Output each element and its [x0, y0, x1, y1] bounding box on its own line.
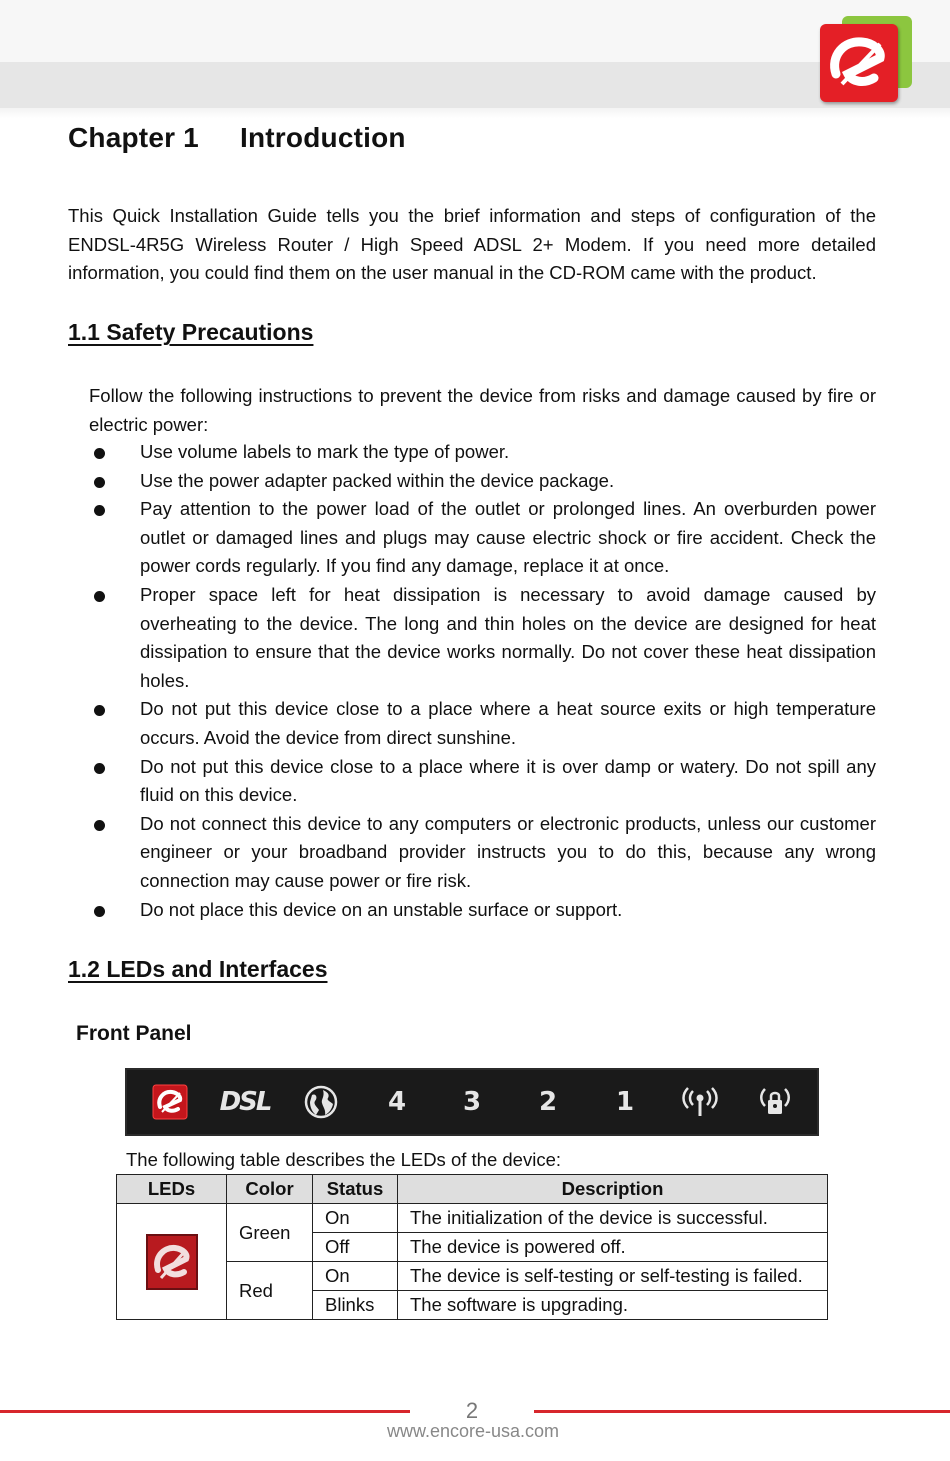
safety-list	[89, 438, 876, 924]
front-panel-title: Front Panel	[76, 1022, 192, 1045]
website-link[interactable]: www.encore-usa.com	[386, 1421, 560, 1441]
color-cell-green: Green	[227, 1204, 313, 1262]
led-table	[116, 1174, 828, 1320]
list-item	[89, 495, 876, 581]
lan1-led-label: 1	[615, 1087, 635, 1117]
list-item-text: Do not put this device close to a place where a heat source exits or high temperature occurs. Avoid the device from direct sunshine.	[140, 698, 876, 748]
bullet-icon	[94, 906, 105, 917]
lan3-led-label: 3	[462, 1087, 482, 1117]
front-panel-image	[125, 1068, 819, 1136]
list-item-text: Pay attention to the power load of the outlet or prolonged lines. An overburden power outlet or damaged lines and plugs may cause electric shock or fire accident. Check the power cords regularly. If you find any damage, replace it at once.	[140, 498, 876, 577]
section-safety-title: 1.1 Safety Precautions	[68, 319, 314, 345]
table-row	[117, 1204, 828, 1233]
wps-lock-icon	[755, 1068, 795, 1136]
encore-logo	[818, 14, 918, 106]
list-item-text: Do not place this device on an unstable surface or support.	[140, 898, 623, 920]
list-item	[89, 810, 876, 896]
logo-red-tile	[820, 24, 898, 102]
led-icon-cell	[117, 1204, 227, 1320]
color-cell-red: Red	[227, 1262, 313, 1320]
header-description: Description	[398, 1175, 828, 1204]
lan4-led-label: 4	[387, 1087, 407, 1117]
header-leds: LEDs	[117, 1175, 227, 1204]
list-item-text: Use volume labels to mark the type of power.	[140, 441, 510, 462]
footer-divider-right	[534, 1410, 950, 1413]
intro-paragraph: This Quick Installation Guide tells you the brief information and steps of configuration of the ENDSL-4R5G Wireless Router / High Speed ADSL 2+ Modem. If you need more detailed information, you could find them on the user manual in the CD-ROM came with the product.	[68, 205, 876, 284]
list-item	[89, 467, 876, 496]
section-leds-title: 1.2 LEDs and Interfaces	[68, 956, 328, 982]
status-cell: Blinks	[313, 1291, 398, 1320]
page-header	[0, 0, 950, 118]
bullet-icon	[94, 505, 105, 516]
bullet-icon	[94, 763, 105, 774]
bullet-icon	[94, 477, 105, 488]
list-item-text: Do not connect this device to any computers or electronic products, unless our customer engineer or your broadband provider instructs you to do this, because any wrong connection may cause power or fire risk.	[140, 812, 876, 891]
table-header-row	[117, 1175, 828, 1204]
status-cell: Off	[313, 1233, 398, 1262]
description-cell: The initialization of the device is successful.	[398, 1204, 828, 1233]
list-item-text: Use the power adapter packed within the device package.	[140, 469, 615, 491]
description-cell: The device is powered off.	[398, 1233, 828, 1262]
chapter-title: Introduction	[240, 122, 406, 153]
safety-lead-paragraph: Follow the following instructions to prevent the device from risks and damage caused by fire or electric power:	[89, 385, 876, 435]
bullet-icon	[94, 705, 105, 716]
chapter-number: Chapter 1	[68, 122, 199, 153]
wireless-icon	[680, 1068, 720, 1136]
list-item	[89, 753, 876, 810]
list-item	[89, 695, 876, 752]
footer-divider-left	[0, 1410, 410, 1413]
page-number: 2	[465, 1398, 479, 1423]
list-item	[89, 438, 876, 467]
description-cell: The device is self-testing or self-testing is failed.	[398, 1262, 828, 1291]
table-caption: The following table describes the LEDs of the device:	[126, 1149, 561, 1170]
power-led-icon	[146, 1234, 198, 1290]
description-cell: The software is upgrading.	[398, 1291, 828, 1320]
bullet-icon	[94, 591, 105, 602]
list-item-text: Do not put this device close to a place where it is over damp or watery. Do not spill any fluid on this device.	[140, 755, 876, 806]
status-cell: On	[313, 1262, 398, 1291]
status-cell: On	[313, 1204, 398, 1233]
list-item	[89, 581, 876, 695]
bullet-icon	[94, 820, 105, 831]
list-item-text: Proper space left for heat dissipation is necessary to avoid damage caused by overheating to the device. The long and thin holes on the device are designed for heat dissipation to ensure that the device works normally. Do not cover these heat dissipation holes.	[140, 583, 876, 691]
globe-icon	[301, 1068, 341, 1136]
power-led-icon	[147, 1068, 193, 1136]
chapter-heading	[68, 122, 406, 154]
bullet-icon	[94, 448, 105, 459]
lan2-led-label: 2	[538, 1087, 558, 1117]
header-status: Status	[313, 1175, 398, 1204]
dsl-led-label: DSL	[219, 1087, 271, 1117]
header-color: Color	[227, 1175, 313, 1204]
list-item	[89, 896, 876, 925]
